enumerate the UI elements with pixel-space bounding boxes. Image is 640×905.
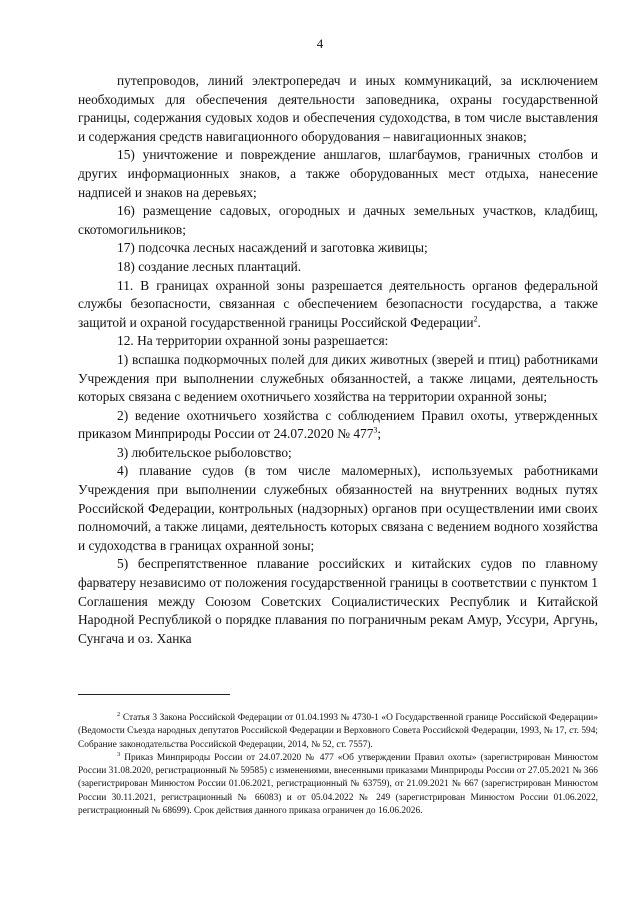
paragraph: 11. В границах охранной зоны разрешается деятельность органов федеральной службы безопасности, связанная с обеспечением безопасности государства, а также защитой и охраной государственной границы Российской Федерации$^2$. bbox=[78, 277, 598, 330]
paragraph: 17) подсочка лесных насаждений и заготовка живицы; bbox=[117, 240, 428, 256]
footnote-reference: 3 bbox=[373, 425, 378, 435]
paragraph: 16) размещение садовых, огородных и дачных земельных участков, кладбищ, скотомогильников; bbox=[78, 203, 598, 237]
paragraph: 3) любительское рыболовство; bbox=[117, 444, 292, 460]
footnotes bbox=[78, 712, 598, 818]
footnote: $^2$ Статья 3 Закона Российской Федерации от 01.04.1993 № 4730-1 «О Государственной границе Российской Федерации» (Ведомости Съезда народных депутатов Российской Федерации и Верховного Совета Российской Федерации, 1993, № 17, ст. 594; Собрание законодательства Российской Федерации, 2014, № 52, ст. 7557). bbox=[78, 710, 599, 750]
paragraph: 15) уничтожение и повреждение аншлагов, шлагбаумов, граничных столбов и других информационных знаков, а также оборудованных мест отдыха, нанесение надписей и знаков на деревьях; bbox=[78, 147, 598, 200]
paragraph: 2) ведение охотничьего хозяйства с соблюдением Правил охоты, утвержденных приказом Минприроды России от 24.07.2020 № $477^3$; bbox=[78, 407, 598, 442]
paragraph: 18) создание лесных плантаций. bbox=[117, 258, 302, 274]
paragraph: 4) плавание судов (в том числе маломерных), используемых работниками Учреждения при выполнении служебных обязанностей на внутренних водных путях Российской Федерации, контрольных (надзорных) органов при осуществлении ими своих полномочий, а также лицами, деятельность которых связана с ведением водного хозяйства и судоходства в границах охранной зоны; bbox=[78, 463, 598, 553]
paragraph: 5) беспрепятственное плавание российских и китайских судов по главному фарватеру независимо от положения государственной границы в соответствии с пунктом 1 Соглашения между Союзом Советских Социалистических Республик и Китайской Народной Республикой о порядке плавания по пограничным рекам Амур, Уссури, Аргунь, Сунгача и оз. Ханка bbox=[78, 556, 598, 646]
paragraph: путепроводов, линий электропередач и иных коммуникаций, за исключением необходимых для обеспечения деятельности заповедника, охраны государственной границы, содержания судовых ходов и обеспечения судоходства, в том числе выставления и содержания средств навигационного оборудования – навигационных знаков; bbox=[78, 73, 598, 144]
footnote-separator bbox=[78, 694, 230, 695]
paragraph: 12. На территории охранной зоны разрешается: bbox=[117, 333, 389, 349]
paragraph: 1) вспашка подкормочных полей для диких животных (зверей и птиц) работниками Учреждения при выполнении служебных обязанностей, а также лицами, деятельность которых связана с ведением охотничьего хозяйства на территории охранной зоны; bbox=[78, 351, 598, 405]
page-number: 4 bbox=[316, 36, 324, 51]
footnote: $^3$ Приказ Минприроды России от 24.07.2020 № 477 «Об утверждении Правил охоты» (зарегистрирован Минюстом России 31.08.2020, регистрационный № 59585) с изменениями, внесенными приказами Минприроды России от 27.05.2021 № 366 (зарегистрирован Минюстом России 01.06.2021, регистрационный № 63759), от 21.09.2021 № 667 (зарегистрирован Минюстом России 30.11.2021, регистрационный № 66083) и от 05.04.2022 № 249 (зарегистрирован Минюстом России 01.06.2022, регистрационный № 68699). Срок действия данного приказа ограничен до 16.06.2026. bbox=[78, 750, 598, 817]
footnote-reference: 2 bbox=[473, 314, 478, 324]
footnote-mark: 3 bbox=[117, 750, 121, 758]
footnote-mark: 2 bbox=[117, 710, 121, 718]
body-text bbox=[78, 72, 598, 648]
